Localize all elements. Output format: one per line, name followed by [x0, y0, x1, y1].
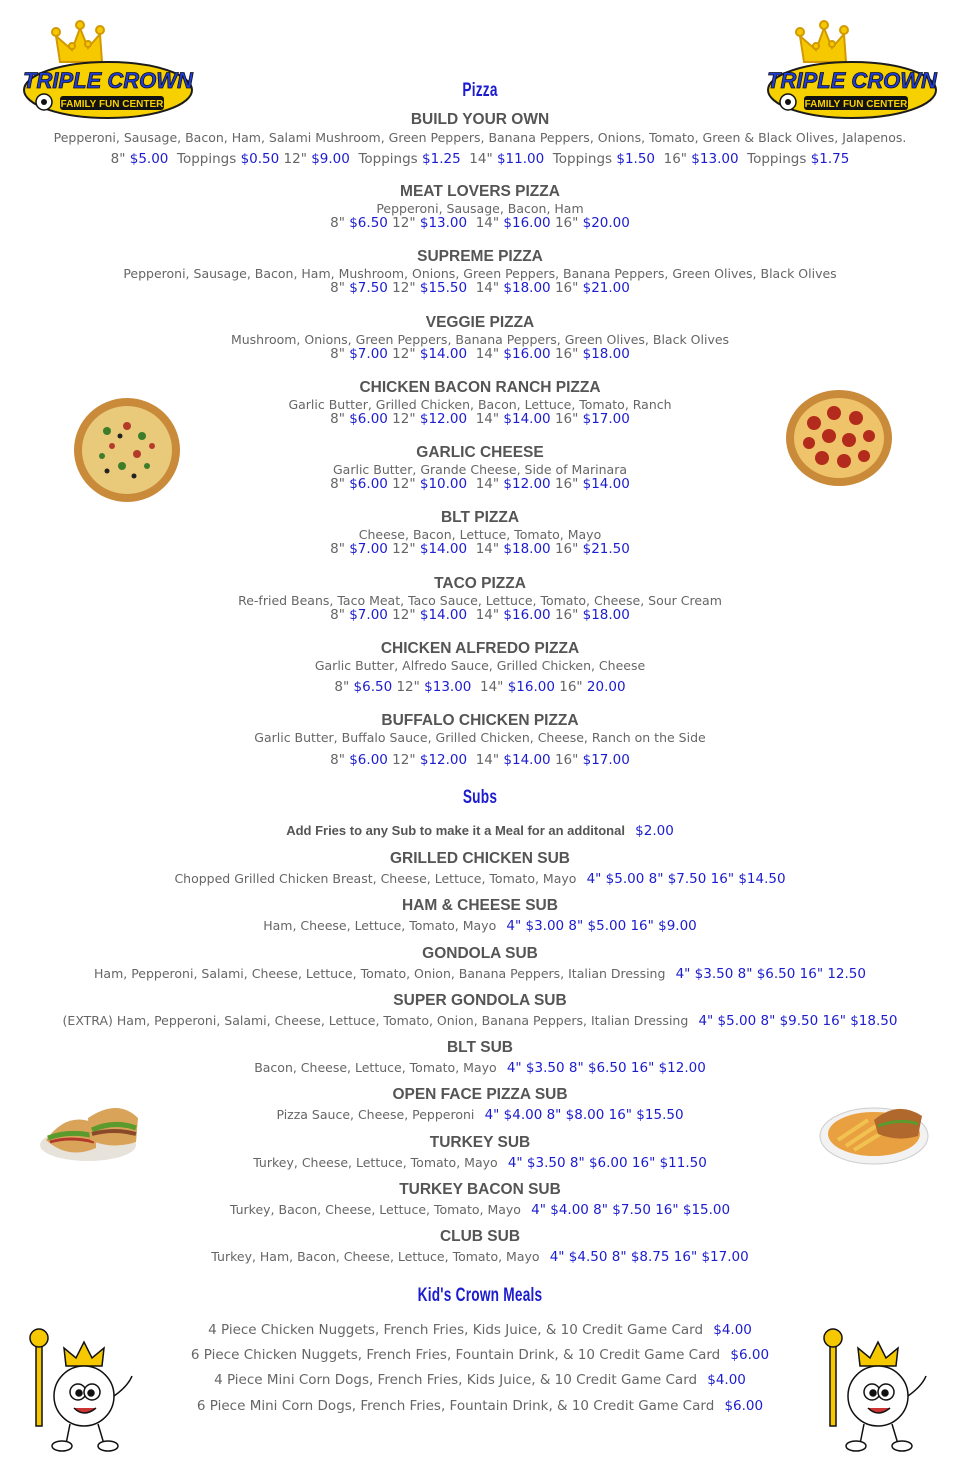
logo-title: TRIPLE CROWN	[23, 68, 193, 93]
item-desc-build-your-own: Pepperoni, Sausage, Bacon, Ham, Salami Mushroom, Green Peppers, Banana Peppers, Onions, Tomato, Green & Black Olives, Jalapenos.	[53, 130, 907, 145]
section-title-kids: Kid's Crown Meals	[417, 1285, 543, 1306]
pizza-item-desc: Cheese, Bacon, Lettuce, Tomato, Mayo	[358, 527, 602, 542]
kids-meal-item: 6 Piece Chicken Nuggets, French Fries, Fountain Drink, & 10 Credit Game Card $6.00	[190, 1347, 770, 1363]
sub-item-name: GONDOLA SUB	[422, 945, 538, 962]
pizza-item-prices: 8" $6.00 12" $12.00 14" $14.00 16" $17.00	[330, 752, 630, 768]
pizza-item-prices: 8" $7.00 12" $14.00 14" $16.00 16" $18.00	[330, 607, 630, 623]
sub-item-name: TURKEY BACON SUB	[399, 1181, 561, 1198]
pizza-item-prices: 8" $6.50 12" $13.00 14" $16.00 16" 20.00	[334, 679, 626, 695]
sub-item-line: Pizza Sauce, Cheese, Pepperoni 4" $4.00 8" $8.00 16" $15.50	[276, 1107, 684, 1123]
soccer-ball-icon	[36, 94, 52, 110]
pizza-item-name: CHICKEN BACON RANCH PIZZA	[359, 379, 601, 396]
pizza-item-name: TACO PIZZA	[434, 575, 526, 592]
sub-item-line: (EXTRA) Ham, Pepperoni, Salami, Cheese, Lettuce, Tomato, Onion, Banana Peppers, Italian Dressing 4" $5.00 8" $9.50 16" $18.50	[62, 1013, 898, 1029]
pizza-item-desc: Pepperoni, Sausage, Bacon, Ham	[376, 201, 584, 216]
crown-icon	[52, 21, 104, 62]
logo-subtitle: FAMILY FUN CENTER	[60, 99, 164, 110]
price-line-build-your-own: 8" $5.00 Toppings $0.50 12" $9.00 Toppings $1.25 14" $11.00 Toppings $1.50 16" $13.00 Toppings $1.75	[110, 151, 850, 167]
subs-meal-note: Add Fries to any Sub to make it a Meal for an additonal $2.00	[286, 823, 674, 839]
pizza-item-name: MEAT LOVERS PIZZA	[400, 183, 560, 200]
kids-meal-item: 4 Piece Mini Corn Dogs, French Fries, Kids Juice, & 10 Credit Game Card $4.00	[214, 1372, 746, 1388]
pizza-item-prices: 8" $6.00 12" $10.00 14" $12.00 16" $14.00	[330, 476, 630, 492]
sub-item-line: Chopped Grilled Chicken Breast, Cheese, Lettuce, Tomato, Mayo 4" $5.00 8" $7.50 16" $14.50	[174, 871, 786, 887]
sub-item-name: BLT SUB	[446, 1039, 513, 1056]
pizza-item-desc: Mushroom, Onions, Green Peppers, Banana Peppers, Green Olives, Black Olives	[230, 332, 730, 347]
sub-item-name: GRILLED CHICKEN SUB	[390, 850, 570, 867]
sub-item-name: OPEN FACE PIZZA SUB	[392, 1086, 568, 1103]
sub-item-line: Ham, Cheese, Lettuce, Tomato, Mayo 4" $3.00 8" $5.00 16" $9.00	[263, 918, 697, 934]
item-name-build-your-own: BUILD YOUR OWN	[410, 111, 550, 128]
pizza-item-prices: 8" $7.00 12" $14.00 14" $16.00 16" $18.00	[330, 346, 630, 362]
sub-item-line: Ham, Pepperoni, Salami, Cheese, Lettuce, Tomato, Onion, Banana Peppers, Italian Dressing 4" $3.50 8" $6.50 16" 12.50	[94, 966, 866, 982]
pizza-item-name: VEGGIE PIZZA	[425, 314, 535, 331]
pizza-item-desc: Garlic Butter, Alfredo Sauce, Grilled Chicken, Cheese	[314, 658, 646, 673]
section-title-subs: Subs	[462, 787, 498, 808]
sub-item-name: CLUB SUB	[439, 1228, 521, 1245]
section-title-pizza: Pizza	[462, 80, 498, 101]
sub-item-name: SUPER GONDOLA SUB	[393, 992, 567, 1009]
pizza-item-desc: Re-fried Beans, Taco Meat, Taco Sauce, Lettuce, Tomato, Cheese, Sour Cream	[238, 593, 722, 608]
pizza-item-desc: Garlic Butter, Buffalo Sauce, Grilled Chicken, Cheese, Ranch on the Side	[254, 730, 706, 745]
logo-left	[22, 20, 194, 120]
pizza-item-name: CHICKEN ALFREDO PIZZA	[380, 640, 580, 657]
pizza-item-prices: 8" $6.00 12" $12.00 14" $14.00 16" $17.00	[330, 411, 630, 427]
crown-icon	[796, 21, 848, 62]
sub-item-line: Turkey, Bacon, Cheese, Lettuce, Tomato, Mayo 4" $4.00 8" $7.50 16" $15.00	[229, 1202, 731, 1218]
pizza-item-desc: Garlic Butter, Grilled Chicken, Bacon, Lettuce, Tomato, Ranch	[288, 397, 672, 412]
sub-item-name: HAM & CHEESE SUB	[402, 897, 558, 914]
pizza-item-prices: 8" $7.50 12" $15.50 14" $18.00 16" $21.00	[330, 280, 630, 296]
pizza-item-name: SUPREME PIZZA	[417, 248, 543, 265]
kids-meal-item: 6 Piece Mini Corn Dogs, French Fries, Fountain Drink, & 10 Credit Game Card $6.00	[196, 1398, 764, 1414]
pizza-item-prices: 8" $6.50 12" $13.00 14" $16.00 16" $20.00	[330, 215, 630, 231]
logo-title: TRIPLE CROWN	[767, 68, 937, 93]
pizza-item-desc: Pepperoni, Sausage, Bacon, Ham, Mushroom, Onions, Green Peppers, Banana Peppers, Green Olives, Black Olives	[123, 266, 837, 281]
logo-right	[766, 20, 938, 120]
pizza-item-name: BLT PIZZA	[440, 509, 520, 526]
sub-item-name: TURKEY SUB	[429, 1134, 531, 1151]
pizza-item-name: BUFFALO CHICKEN PIZZA	[381, 712, 579, 729]
pizza-item-name: GARLIC CHEESE	[416, 444, 544, 461]
sub-item-line: Bacon, Cheese, Lettuce, Tomato, Mayo 4" $3.50 8" $6.50 16" $12.00	[254, 1060, 706, 1076]
sub-item-line: Turkey, Cheese, Lettuce, Tomato, Mayo 4" $3.50 8" $6.00 16" $11.50	[253, 1155, 707, 1171]
logo-subtitle: FAMILY FUN CENTER	[804, 99, 908, 110]
pizza-item-desc: Garlic Butter, Grande Cheese, Side of Marinara	[332, 462, 627, 477]
sub-item-line: Turkey, Ham, Bacon, Cheese, Lettuce, Tomato, Mayo 4" $4.50 8" $8.75 16" $17.00	[211, 1249, 749, 1265]
pizza-item-prices: 8" $7.00 12" $14.00 14" $18.00 16" $21.50	[330, 541, 630, 557]
kids-meal-item: 4 Piece Chicken Nuggets, French Fries, Kids Juice, & 10 Credit Game Card $4.00	[208, 1322, 752, 1338]
